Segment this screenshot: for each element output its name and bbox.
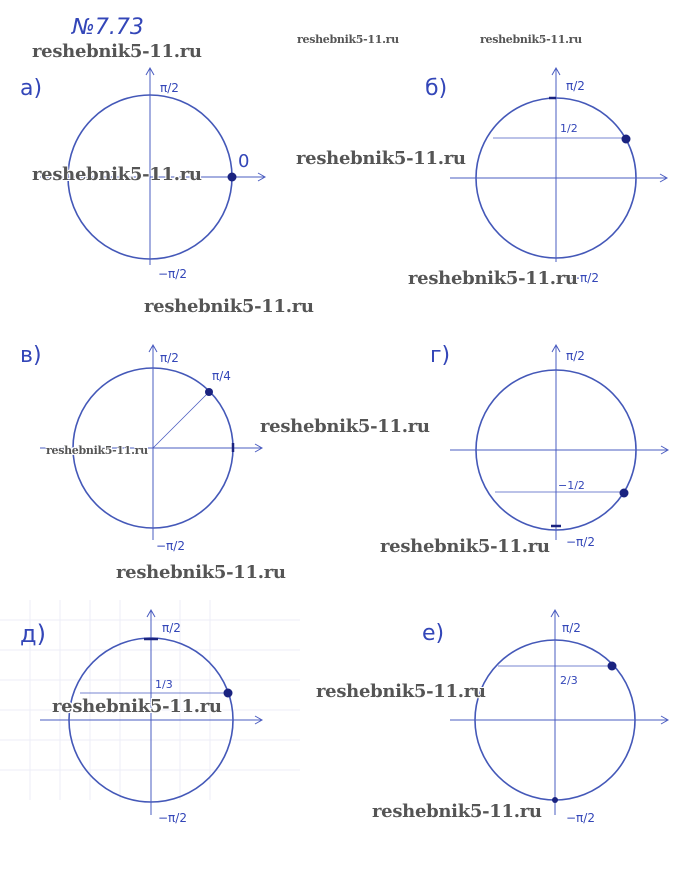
point-label-g: −1/2 (558, 479, 585, 492)
part-label-a: a) (20, 76, 43, 101)
point-v (205, 388, 213, 396)
watermark-11: reshebnik5-11.ru (116, 562, 286, 583)
diagram-g (430, 343, 668, 549)
bottom-label-g: −π/2 (566, 535, 595, 549)
point-e (608, 662, 617, 671)
diagram-b (425, 68, 667, 285)
part-label-v: в) (20, 343, 42, 368)
watermark-2: reshebnik5-11.ru (297, 33, 399, 46)
top-label-g: π/2 (566, 349, 585, 363)
point-label-d: 1/3 (155, 678, 173, 691)
watermark-14: reshebnik5-11.ru (372, 801, 542, 822)
watermark-5: reshebnik5-11.ru (32, 164, 202, 185)
bottom-label-b: −π/2 (570, 271, 599, 285)
watermark-13: reshebnik5-11.ru (52, 696, 222, 717)
part-label-e: е) (422, 621, 445, 646)
watermark-10: reshebnik5-11.ru (380, 536, 550, 557)
part-label-d: д) (20, 620, 46, 648)
point-g (620, 489, 629, 498)
diagram-e (422, 610, 668, 825)
bottom-label-d: −π/2 (158, 811, 187, 825)
watermark-1: reshebnik5-11.ru (32, 41, 202, 62)
top-label-b: π/2 (566, 79, 585, 93)
diagram-d (20, 610, 262, 825)
top-label-d: π/2 (162, 621, 181, 635)
top-label-a: π/2 (160, 81, 179, 95)
point-label-v: π/4 (212, 369, 231, 383)
watermark-12: reshebnik5-11.ru (316, 681, 486, 702)
bottom-label-v: −π/2 (156, 539, 185, 553)
point-d (224, 689, 233, 698)
watermark-6: reshebnik5-11.ru (408, 268, 578, 289)
watermark-3: reshebnik5-11.ru (480, 33, 582, 46)
watermark-8: reshebnik5-11.ru (260, 416, 430, 437)
problem-number: №7.73 (72, 15, 144, 40)
part-label-b: б) (425, 76, 448, 101)
radius-line-v (153, 392, 209, 448)
point-b (622, 135, 631, 144)
point-label-a: 0 (238, 151, 250, 172)
point-label-e: 2/3 (560, 674, 578, 687)
bottom-label-a: −π/2 (158, 267, 187, 281)
watermark-9: reshebnik5-11.ru (46, 444, 148, 457)
point-label-b: 1/2 (560, 122, 578, 135)
tick-bottom-e (552, 797, 558, 803)
top-label-v: π/2 (160, 351, 179, 365)
watermark-4: reshebnik5-11.ru (296, 148, 466, 169)
watermark-7: reshebnik5-11.ru (144, 296, 314, 317)
point-a (228, 173, 237, 182)
part-label-g: г) (430, 343, 451, 368)
top-label-e: π/2 (562, 621, 581, 635)
bottom-label-e: −π/2 (566, 811, 595, 825)
